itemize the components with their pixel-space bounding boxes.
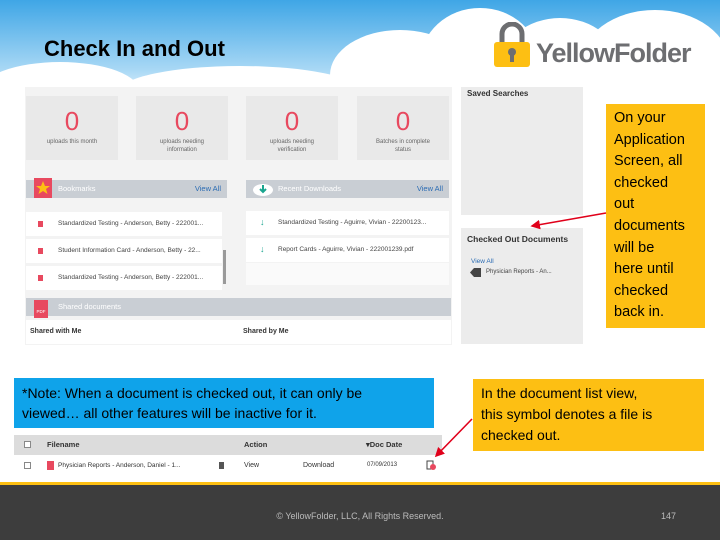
note-line: *Note: When a document is checked out, it can only be [22, 385, 363, 401]
recent-downloads-view-all-link[interactable]: View All [416, 184, 443, 193]
saved-searches-title: Saved Searches [467, 89, 529, 98]
bookmark-item-label: Standardized Testing - Anderson, Betty - 222001... [58, 220, 204, 227]
row-download-link[interactable]: Download [303, 462, 335, 469]
checked-out-view-all-link[interactable]: View All [471, 258, 494, 265]
callout-line: In the document list view, [481, 385, 638, 401]
callout-line: On your [614, 110, 666, 126]
checked-out-title: Checked Out Documents [467, 234, 569, 244]
download-arrow-icon: ↓ [260, 244, 265, 254]
stat-value: 0 [64, 106, 80, 136]
arrow-to-status-icon [436, 419, 472, 456]
stat-value: 0 [395, 106, 411, 136]
shared-with-me-tab[interactable]: Shared with Me [30, 328, 82, 335]
bookmark-item-label: Student Information Card - Anderson, Betty - 22... [58, 247, 201, 254]
bookmark-item-label: Standardized Testing - Anderson, Betty - 222001... [58, 274, 204, 281]
row-filename[interactable]: Physician Reports - Anderson, Daniel - 1... [58, 462, 181, 469]
slide-title: Check In and Out [44, 36, 225, 61]
action-column-header: Action [244, 440, 268, 449]
note-line: viewed… all other features will be inactive for it. [22, 405, 317, 421]
footer-bar [0, 482, 720, 540]
bookmarks-view-all-link[interactable]: View All [194, 184, 221, 193]
arrow-to-checked-out-panel [532, 213, 606, 226]
download-arrow-icon: ↓ [260, 217, 265, 227]
logo-text: YellowFolder [536, 38, 691, 68]
download-item-label: Standardized Testing - Aguirre, Vivian - 22200123... [278, 219, 427, 226]
callout-line: here until [614, 261, 674, 278]
stat-label: uploads this month [46, 139, 98, 145]
filename-column-header[interactable]: Filename [47, 440, 80, 449]
stat-label: uploads needing verification [269, 139, 315, 153]
callout-line: checked [614, 282, 669, 299]
callout-line: out [614, 196, 635, 213]
callout-line: documents [614, 217, 685, 234]
sort-caret-icon: ▾ [366, 440, 370, 449]
checked-out-item[interactable]: Physician Reports - An... [486, 269, 552, 275]
stat-label: uploads needing information [159, 139, 205, 153]
callout-line: checked [614, 174, 669, 191]
pdf-icon: PDF [34, 300, 48, 318]
row-view-link[interactable]: View [244, 462, 260, 469]
footer-accent-line [0, 482, 720, 485]
callout-line: back in. [614, 304, 664, 321]
stat-value: 0 [174, 106, 190, 136]
shared-by-me-tab[interactable]: Shared by Me [243, 328, 289, 335]
download-item-label: Report Cards - Aguirre, Vivian - 222001239.pdf [278, 246, 414, 253]
callout-line: will be [614, 239, 655, 256]
page-number: 147 [661, 511, 677, 521]
callout-line: Application [614, 131, 685, 148]
stat-value: 0 [284, 106, 300, 136]
copyright-text: © YellowFolder, LLC, All Rights Reserved. [276, 511, 444, 521]
stat-label: Batches in complete status [375, 139, 431, 153]
row-doc-date: 07/09/2013 [367, 462, 398, 468]
doc-date-label: Doc Date [369, 440, 403, 449]
callout-line: this symbol denotes a file is [481, 406, 653, 422]
callout-line: Screen, all [614, 153, 683, 170]
bookmarks-title: Bookmarks [58, 184, 96, 193]
recent-downloads-title: Recent Downloads [278, 184, 341, 193]
shared-documents-title: Shared documents [58, 302, 121, 311]
callout-line: checked out. [481, 427, 561, 443]
